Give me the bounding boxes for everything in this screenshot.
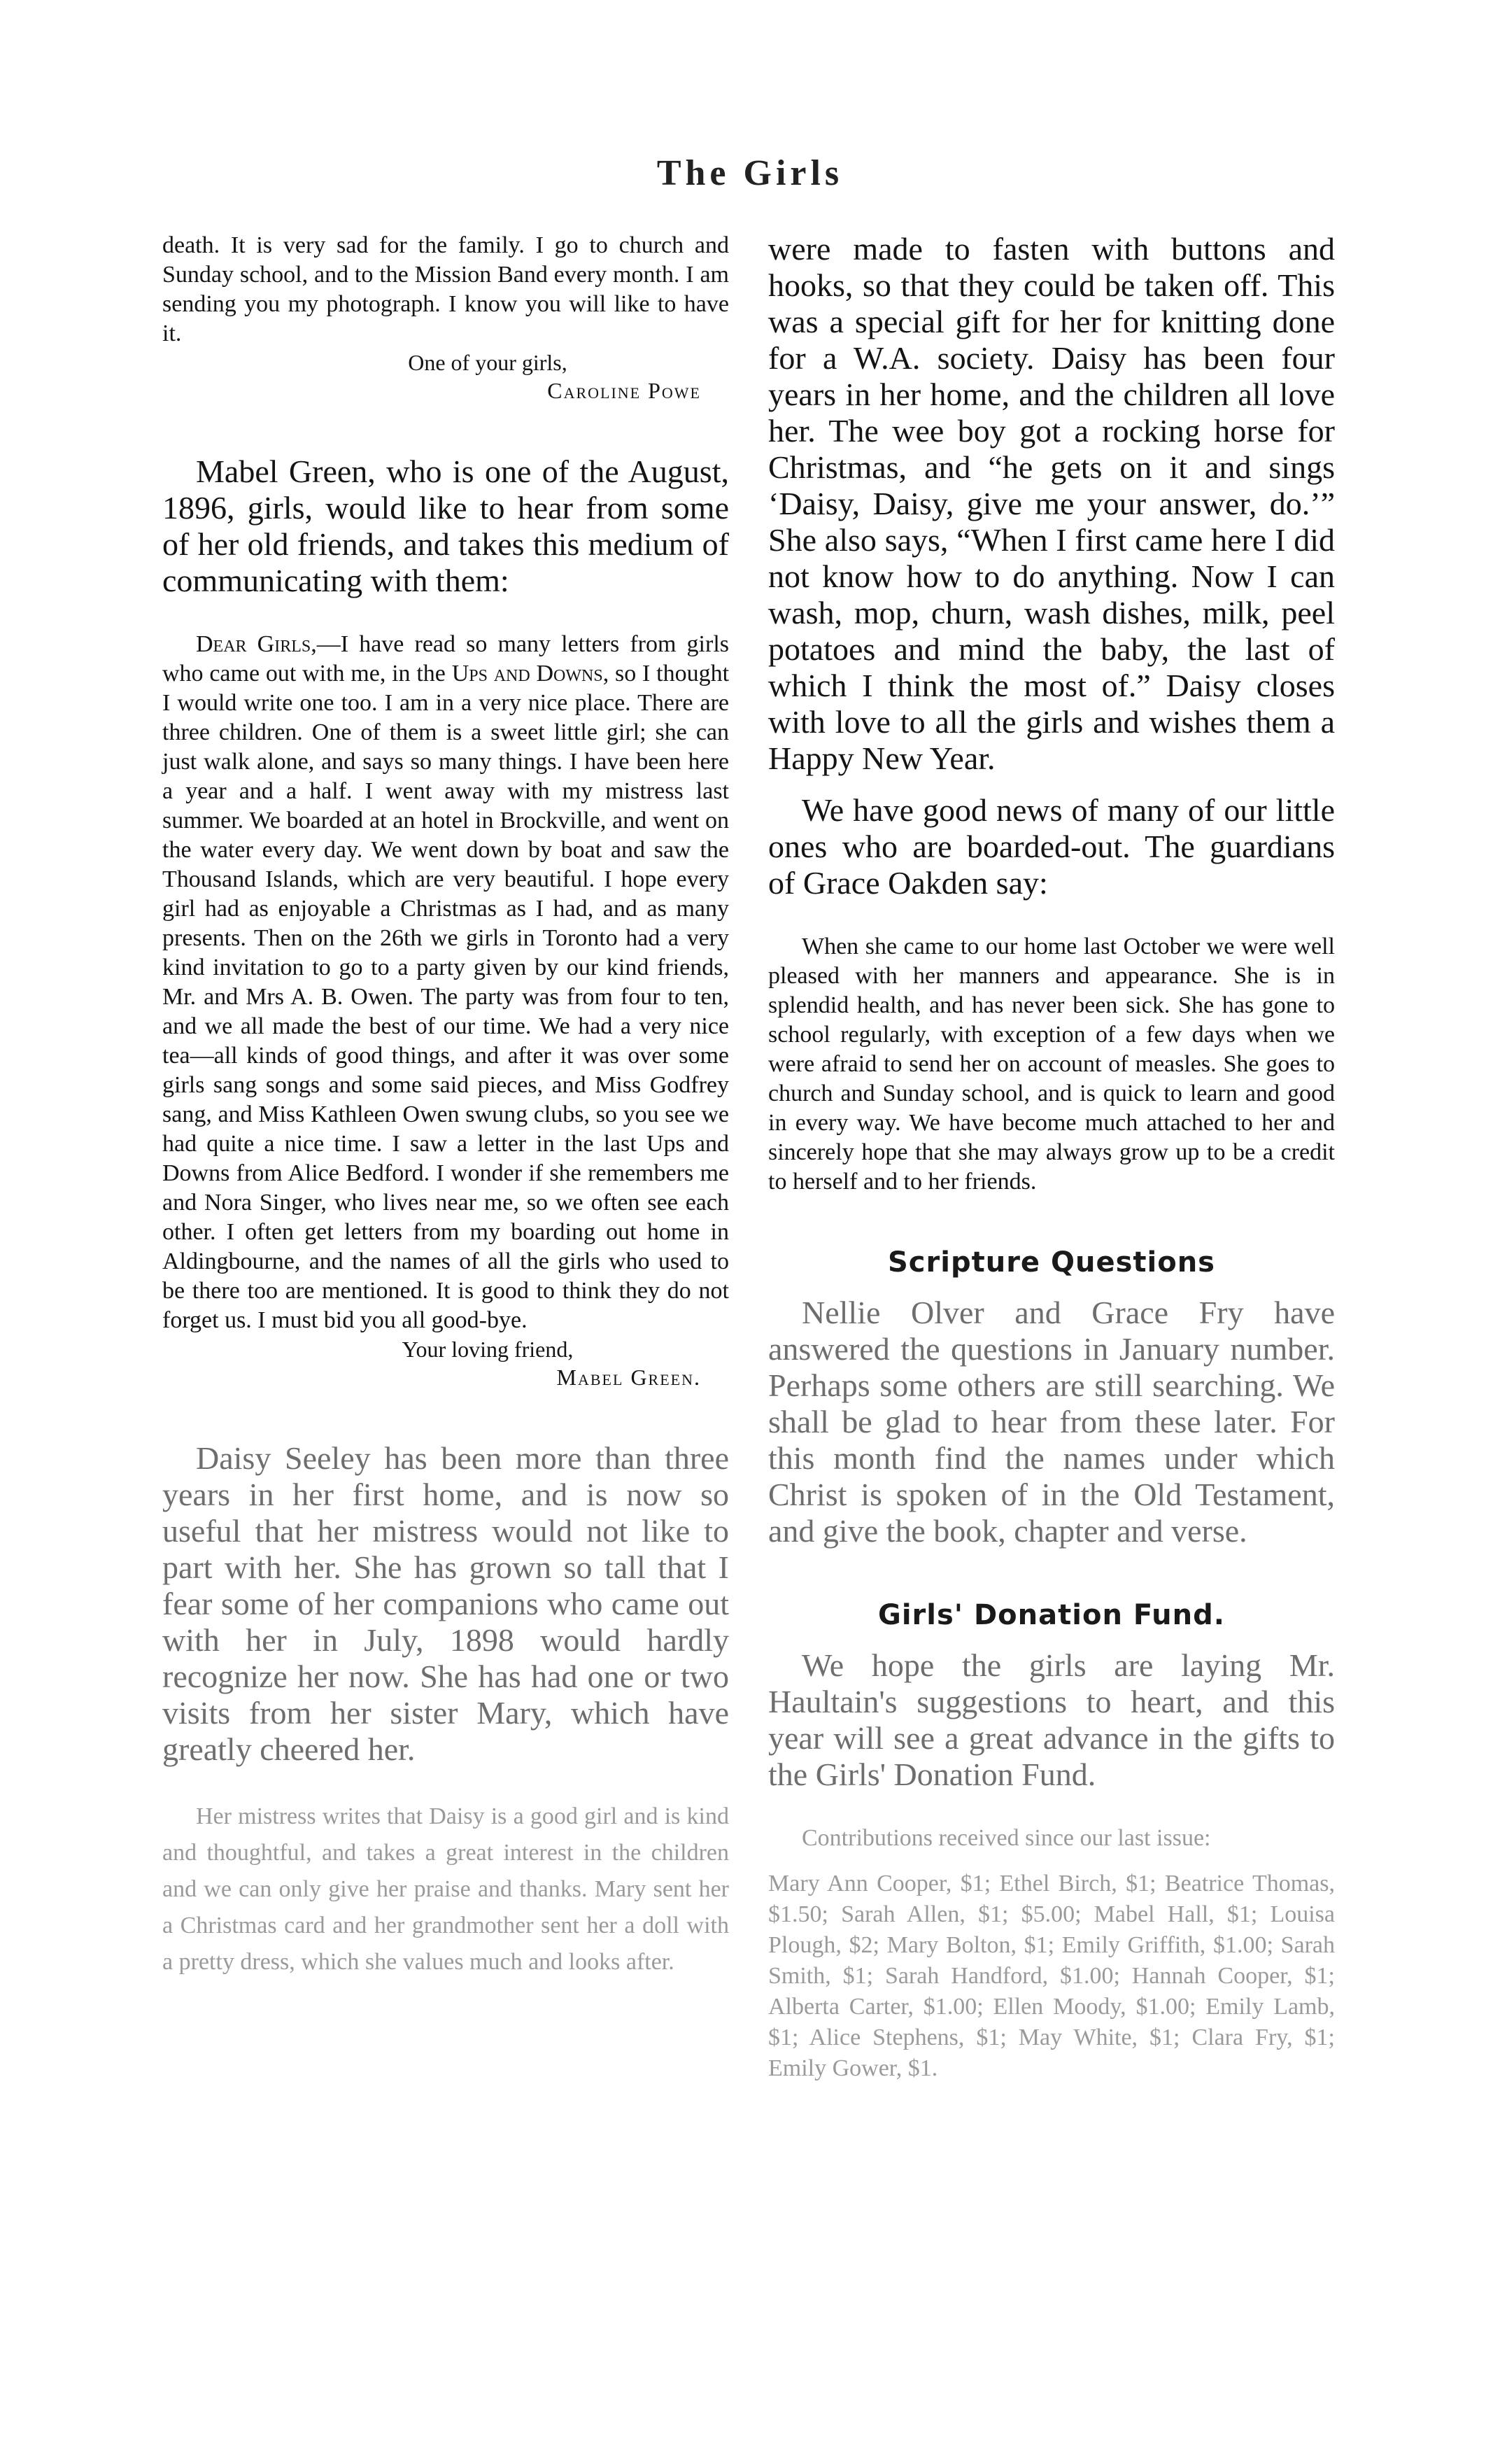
scripture-questions-paragraph: Nellie Olver and Grace Fry have answered the questions in January number. Perhaps some others are still searching. We shall be glad to hear from these later. For this month find the names under which Christ is spoken of in the Old Testament, and give the book, chapter and verse. xyxy=(768,1295,1335,1549)
scripture-questions-heading: Scripture Questions xyxy=(888,1246,1215,1279)
daisy-continued-paragraph: were made to fasten with buttons and hooks, so that they could be taken off. This was a special gift for her for knitting done for a W.A. society. Daisy has been four years in her home, and the children all love her. The wee boy got a rocking horse for Christmas, and “he gets on it and sings ‘Daisy, Daisy, give me your answer, do.’” She also says, “When I first came here I did not know how to do anything. Now I can wash, mop, churn, wash dishes, milk, peel potatoes and mind the baby, the last of which I think the most of.” Daisy closes with love to all the girls and wishes them a Happy New Year. xyxy=(768,231,1335,776)
contributions-list: Mary Ann Cooper, $1; Ethel Birch, $1; Beatrice Thomas, $1.50; Sarah Allen, $1; $5.00; Mabel Hall, $1; Louisa Plough, $2; Mary Bolton, $1; Emily Griffith, $1.00; Sarah Smith, $1; Sarah Handford, $1.00; Hannah Cooper, $1; Alberta Carter, $1.00; Ellen Moody, $1.00; Emily Lamb, $1; Alice Stephens, $1; May White, $1; Clara Fry, $1; Emily Gower, $1. xyxy=(768,1871,1335,2081)
contributions-intro: Contributions received since our last issue: xyxy=(802,1825,1211,1851)
letter-text-b: , so I thought I would write one too. I am in a very nice place. There are three children. One of them is a sweet little girl; she can just walk alone, and says so many things. I have been here a year and a half. I went away with my mistress last summer. We boarded at an hotel in Brockville, and went on the water every day. We went down by boat and saw the Thousand Islands, which are very beautiful. I hope every girl had as enjoyable a Christmas as I had, and as many presents. Then on the 26th we girls in Toronto had a very kind invitation to go to a party given by our kind friends, Mr. and Mrs A. B. Owen. The party was from four to ten, and we all made the best of our time. We had a very nice tea—all kinds of good things, and after it was over some girls sang songs and some said pieces, and Miss Godfrey sang, and Miss Kathleen Owen swung clubs, so you see we had quite a nice time. I saw a letter in the last Ups and Downs from Alice Bedford. I wonder if she remembers me and Nora Singer, who lives near me, so we often see each other. I often get letters from my boarding out home in Aldingbourne, and the names of all the girls who used to be there too are mentioned. It is good to think they do not forget us. I must bid you all good-bye. xyxy=(162,661,730,1333)
mabel-letter-body xyxy=(162,630,729,1335)
donation-fund-heading: Girls' Donation Fund. xyxy=(878,1599,1225,1631)
left-column xyxy=(162,231,729,1980)
daisy-faded-paragraph: Her mistress writes that Daisy is a good girl and is kind and thoughtful, and takes a great interest in the children and we can only give her praise and thanks. Mary sent her a Christmas card and her grandmother sent her a doll with a pretty dress, which she values much and looks after. xyxy=(162,1803,729,1975)
boarded-out-news-paragraph: We have good news of many of our little ones who are boarded-out. The guardians of Grace Oakden say: xyxy=(768,792,1335,901)
mabel-closing: Your loving friend, xyxy=(402,1337,574,1362)
right-column xyxy=(768,231,1335,2084)
daisy-paragraph: Daisy Seeley has been more than three years in her first home, and is now so useful that her mistress would not like to part with her. She has grown so tall that I fear some of her companions who came out with her in July, 1898 would hardly recognize her now. She has had one or two visits from her sister Mary, which have greatly cheered her. xyxy=(162,1440,729,1767)
mabel-signature: Mabel Green. xyxy=(556,1365,701,1390)
mabel-intro-paragraph: Mabel Green, who is one of the August, 1896, girls, would like to hear from some of her old friends, and takes this medium of communicating with them: xyxy=(162,453,729,598)
letter-text-a: —I have read so many letters from girls who came out with me, in the xyxy=(162,631,729,687)
letter-ending-paragraph: death. It is very sad for the family. I go to church and Sunday school, and to the Mission Band every month. I am sending you my photograph. I know you will like to have it. xyxy=(162,232,729,346)
donation-fund-paragraph: We hope the girls are laying Mr. Haultain's suggestions to heart, and this year will see a great advance in the gifts to the Girls' Donation Fund. xyxy=(768,1647,1335,1792)
letter-signature: Caroline Powe xyxy=(547,378,701,403)
guardians-quote: When she came to our home last October we were well pleased with her manners and appearance. She is in splendid health, and has never been sick. She has gone to school regularly, with exception of a few days when we were afraid to send her on account of measles. She goes to church and Sunday school, and is quick to learn and good in every way. We have become much attached to her and sincerely hope that she may always grow up to be a credit to herself and to her friends. xyxy=(768,934,1335,1195)
letter-closing: One of your girls, xyxy=(408,350,567,375)
ups-and-downs-title: Ups and Downs xyxy=(451,661,603,687)
page-header: The Girls xyxy=(656,153,844,193)
letter-salutation: Dear Girls, xyxy=(196,631,317,657)
